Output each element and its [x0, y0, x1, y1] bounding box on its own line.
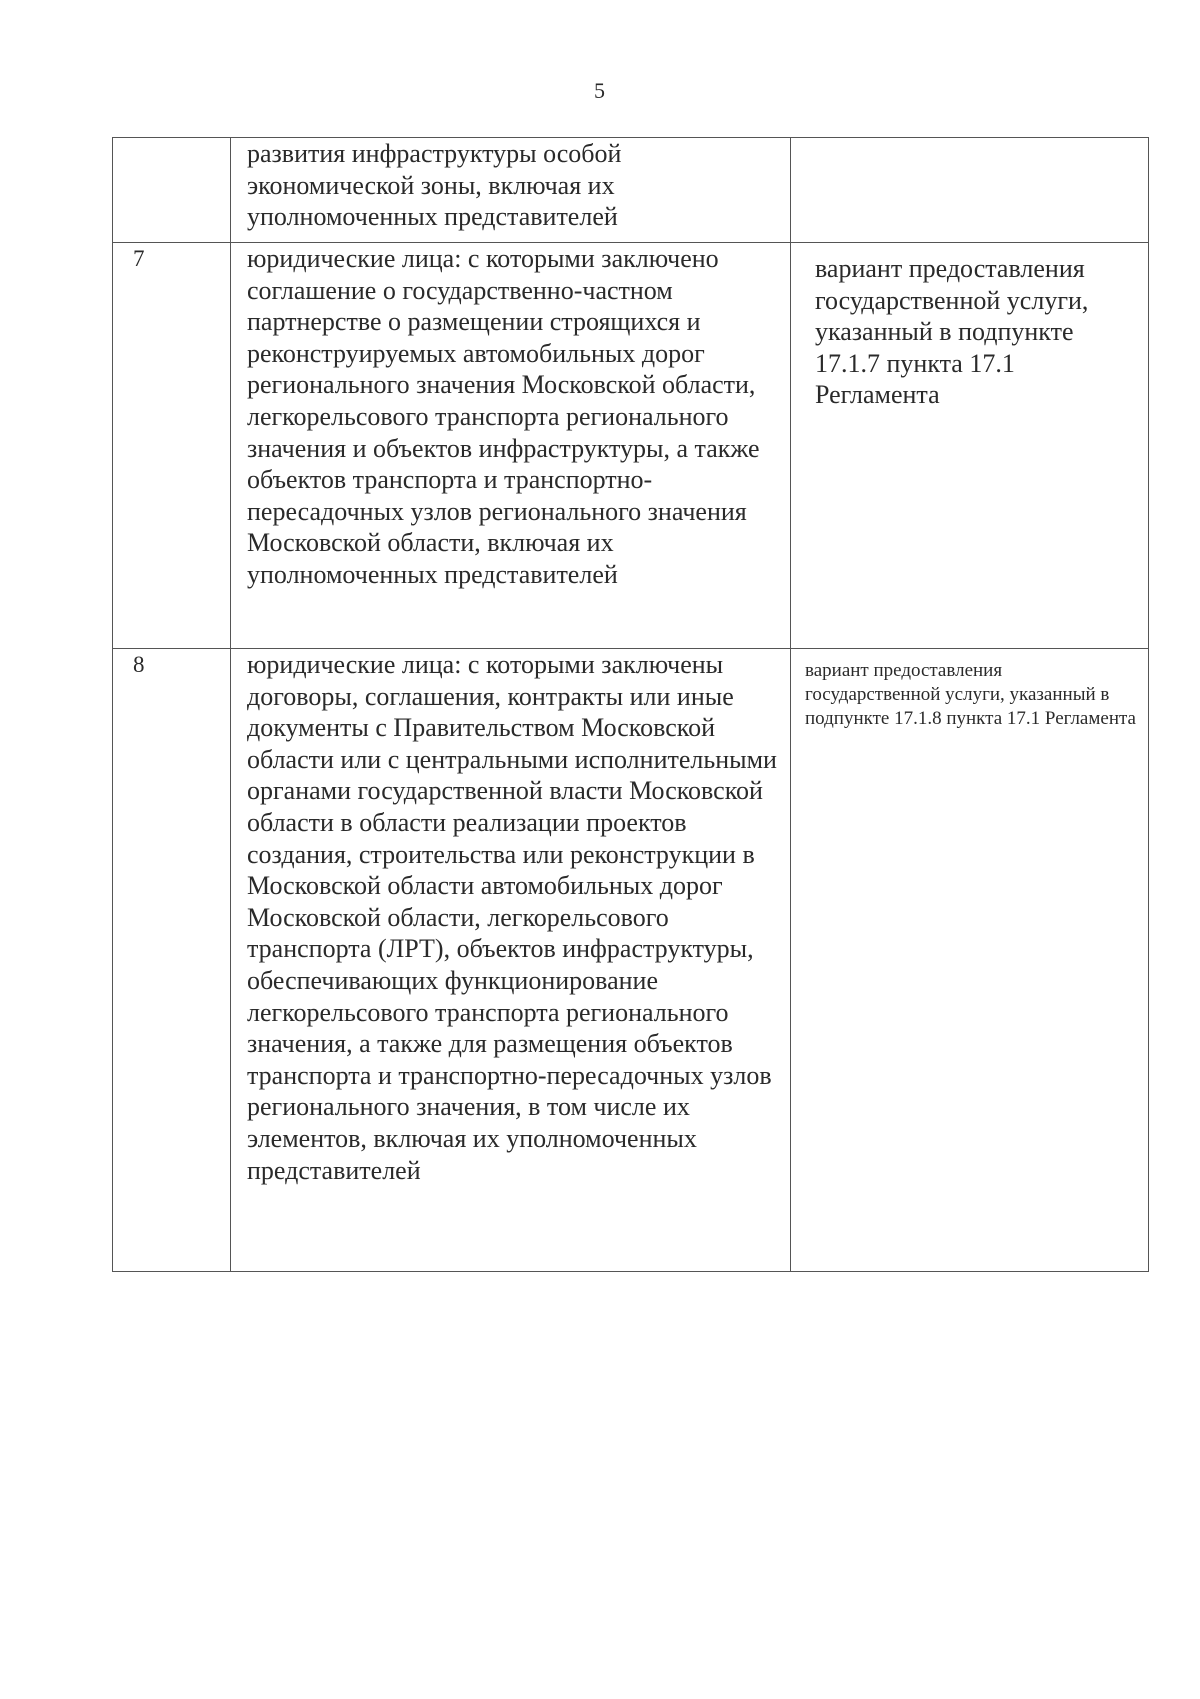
page-number: 5: [594, 78, 606, 103]
applicant-description-cell: юридические лица: с которыми заключены договоры, соглашения, контракты или иные документы с Правительством Московской области или с центральными исполнительными органами государственной власти Московской области в области реализации проектов создания, строительства или реконструкции в Московской области автомобильных дорог Московской области, легкорельсового транспорта (ЛРТ), объектов инфраструктуры, обеспечивающих функционирование легкорельсового транспорта регионального значения, а также для размещения объектов транспорта и транспортно-пересадочных узлов регионального значения, в том числе их элементов, включая их уполномоченных представителей: [231, 649, 791, 1272]
service-variant-cell: вариант предоставления государственной услуги, указанный в подпункте 17.1.7 пункта 17.1 Регламента: [791, 243, 1149, 649]
table-row: [113, 138, 1149, 243]
table-row: [113, 243, 1149, 649]
row-number-cell: 7: [113, 243, 231, 649]
service-variant-cell: [791, 138, 1149, 243]
table-row: [113, 649, 1149, 1272]
row-number-cell: 8: [113, 649, 231, 1272]
row-number-cell: [113, 138, 231, 243]
applicant-description-cell: развития инфраструктуры особой экономической зоны, включая их уполномоченных представителей: [231, 138, 791, 243]
applicant-description-cell: юридические лица: с которыми заключено соглашение о государственно-частном партнерстве о размещении строящихся и реконструируемых автомобильных дорог регионального значения Московской области, легкорельсового транспорта регионального значения и объектов инфраструктуры, а также объектов транспорта и транспортно-пересадочных узлов регионального значения Московской области, включая их уполномоченных представителей: [231, 243, 791, 649]
service-variant-cell: вариант предоставления государственной услуги, указанный в подпункте 17.1.8 пункта 17.1 Регламента: [791, 649, 1149, 1272]
applicant-variants-table: [112, 137, 1149, 1272]
